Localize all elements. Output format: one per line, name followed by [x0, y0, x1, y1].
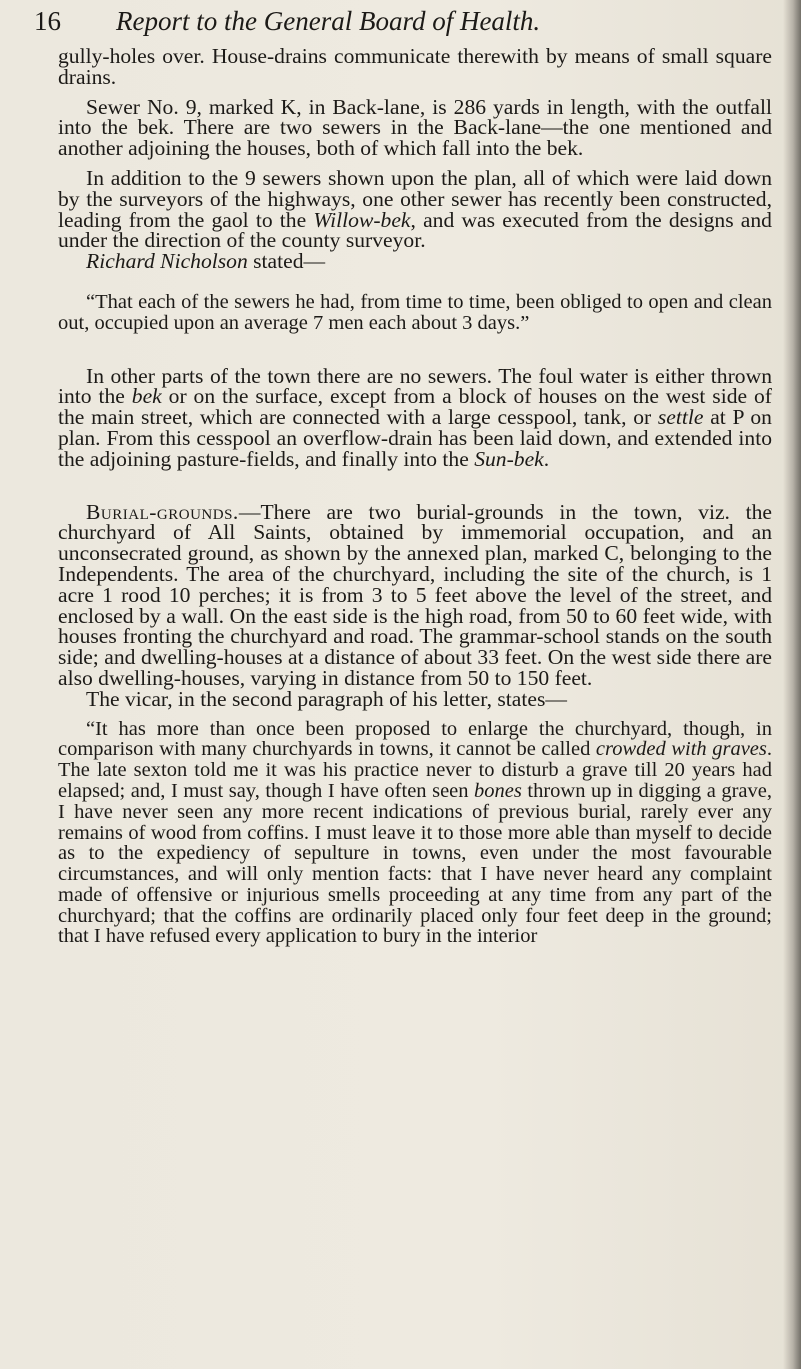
paragraph-house-drains: gully-holes over. House-drains communicate therewith by means of small square drains.: [58, 44, 772, 89]
paragraph-additional-sewers: In addition to the 9 sewers shown upon the plan, all of which were laid down by the surveyors of the highways, one other sewer has recently been constructed, leading from the gaol to the Willow-bek, and was executed from the designs and under the direction of the county surveyor.: [58, 165, 772, 253]
page-header: [34, 4, 774, 44]
page-binding-shadow: [783, 0, 801, 1369]
page-body: [58, 46, 772, 947]
place-name: Willow-bek: [313, 207, 411, 232]
paragraph-vicar: The vicar, in the second paragraph of his letter, states—: [86, 686, 567, 711]
section-heading: Burial-grounds.: [86, 499, 239, 524]
paragraph-burial-grounds: Burial-grounds.—There are two burial-grounds in the town, viz. the churchyard of All Saints, obtained by immemorial occupation, and an unconsecrated ground, as shown by the annexed plan, marked C, belonging to the Independents. The area of the churchyard, including the site of the church, is 1 acre 1 rood 10 perches; it is from 3 to 5 feet above the level of the street, and enclosed by a wall. On the east side is the high road, from 50 to 60 feet wide, with houses fronting the churchyard and road. The grammar-school stands on the south side; and dwelling-houses at a distance of about 33 feet. On the west side there are also dwelling-houses, varying in distance from 50 to 150 feet.: [58, 499, 772, 690]
quote-sewer-cleaning: “That each of the sewers he had, from time to time, been obliged to open and clean out, occupied upon an average 7 men each about 3 days.”: [58, 290, 772, 334]
paragraph-speaker: Richard Nicholson stated—: [86, 249, 326, 274]
paragraph-sewer-no-9: Sewer No. 9, marked K, in Back-lane, is 286 yards in length, with the outfall into the bek. There are two sewers in the Back-lane—the one mentioned and another adjoining the houses, both of which fall into the bek.: [58, 94, 772, 161]
running-title: Report to the General Board of Health.: [116, 6, 541, 36]
page-number: 16: [34, 6, 61, 36]
paragraph-other-parts: In other parts of the town there are no sewers. The foul water is either thrown into the bek or on the surface, except from a block of houses on the west side of the main street, which are connected with a large cesspool, tank, or settle at P on plan. From this cesspool an overflow-drain has been laid down, and extended into the adjoining pasture-fields, and finally into the Sun-bek.: [58, 363, 772, 471]
quote-vicar-letter: “It has more than once been proposed to enlarge the churchyard, though, in comparison with many churchyards in towns, it cannot be called crowded with graves. The late sexton told me it was his practice never to disturb a grave till 20 years had elapsed; and, I must say, though I have often seen bones thrown up in digging a grave, I have never seen any more recent indications of previous burial, rarely ever any remains of wood from coffins. I must leave it to those more able than myself to decide as to the expediency of sepulture in towns, even under the most favourable circumstances, and will only mention facts: that I have never heard any complaint made of offensive or injurious smells proceeding at any time from any part of the churchyard; that the coffins are ordinarily placed only four feet deep in the ground; that I have refused every application to bury in the interior: [58, 717, 772, 948]
speaker-name: Richard Nicholson: [86, 249, 248, 274]
